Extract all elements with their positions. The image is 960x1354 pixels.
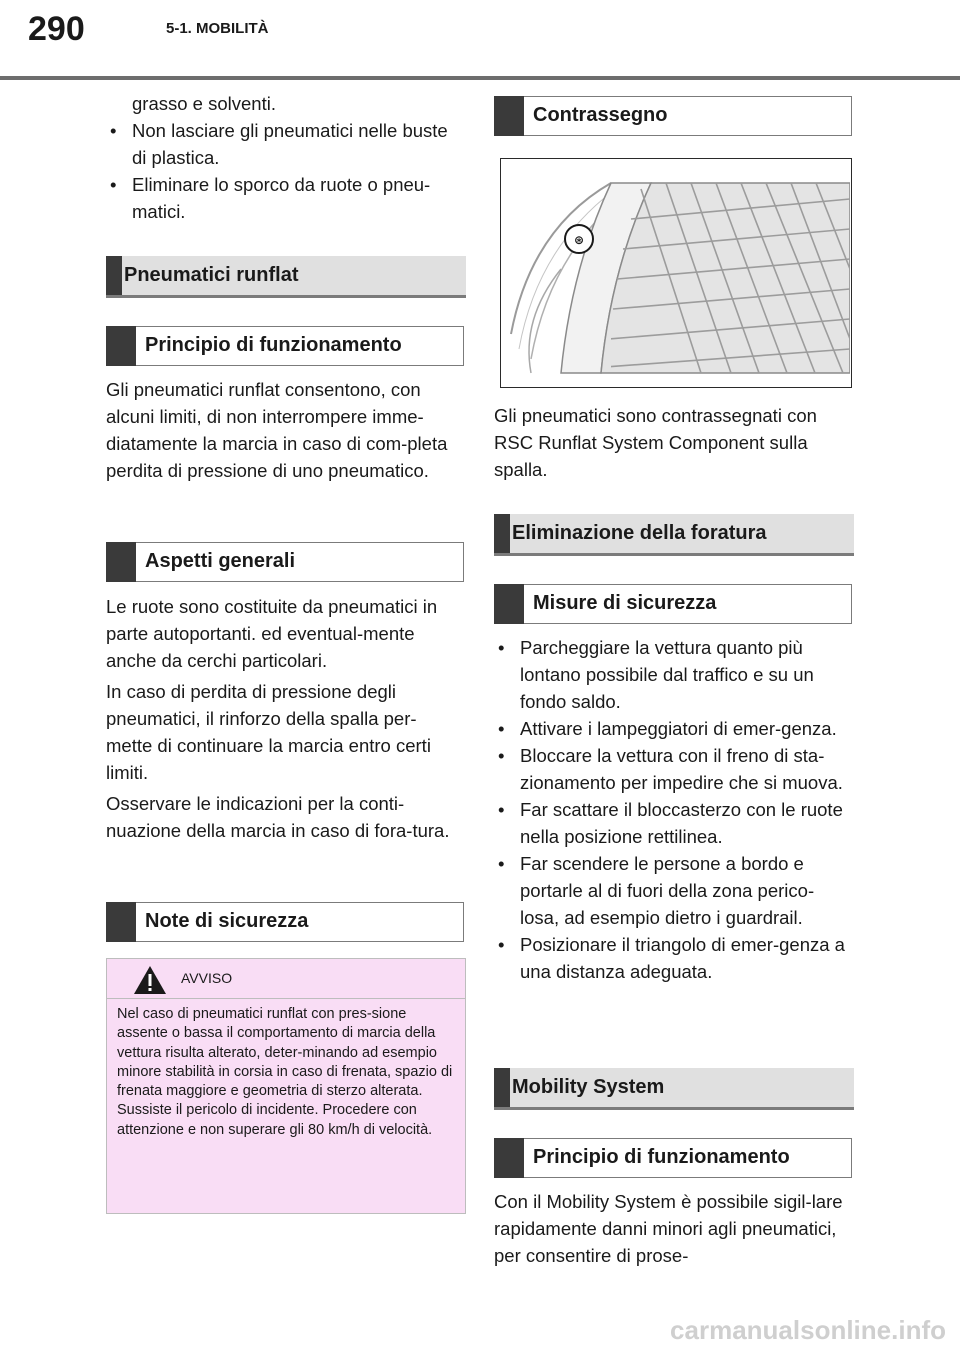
section-title: Mobility System — [512, 1076, 665, 1098]
warning-header — [107, 959, 465, 999]
subsection-principio-mobility — [494, 1138, 852, 1178]
section-tab — [106, 256, 122, 295]
section-title: Eliminazione della foratura — [512, 522, 767, 544]
paragraph-aspetti-3: Osservare le indicazioni per la conti-nuazione della marcia in caso di fora-tura. — [106, 793, 450, 841]
section-foratura — [494, 514, 854, 556]
paragraph-aspetti-2: In caso di perdita di pressione degli pneumatici, il rinforzo della spalla per-mette di continuare la marcia entro certi limiti. — [106, 681, 431, 783]
section-runflat — [106, 256, 466, 298]
subsection-tab — [494, 584, 524, 624]
page-number: 290 — [28, 10, 85, 48]
intro-continuation: grasso e solventi. — [132, 93, 276, 114]
tire-sidewall-figure — [500, 158, 852, 388]
warning-triangle-icon — [133, 965, 167, 995]
list-item: • Posizionare il triangolo di emer-genza a una distanza adeguata. — [494, 931, 852, 985]
svg-text:⊛: ⊛ — [573, 233, 585, 247]
list-item: • Attivare i lampeggiatori di emer-genza. — [494, 715, 852, 742]
intro-bullet-list — [106, 117, 466, 225]
list-item: • Far scendere le persone a bordo e portarle al di fuori della zona perico-losa, ad esempio dietro i guardrail. — [494, 850, 852, 931]
subsection-misure — [494, 584, 852, 624]
list-item: • Bloccare la vettura con il freno di sta-zionamento per impedire che si muova. — [494, 742, 852, 796]
paragraph-principio: Gli pneumatici runflat consentono, con alcuni limiti, di non interrompere imme-diatamente la marcia in caso di com-pleta perdita di pressione di uno pneumatico. — [106, 379, 448, 481]
list-item: • Non lasciare gli pneumatici nelle buste di plastica. — [106, 117, 466, 171]
subsection-principio — [106, 326, 464, 366]
list-item: • Parcheggiare la vettura quanto più lontano possibile dal traffico e su un fondo saldo. — [494, 634, 852, 715]
list-item: • Far scattare il bloccasterzo con le ruote nella posizione rettilinea. — [494, 796, 852, 850]
subsection-tab — [494, 1138, 524, 1178]
subsection-tab — [106, 326, 136, 366]
warning-label: AVVISO — [181, 970, 233, 986]
header-divider — [0, 76, 960, 80]
subsection-title: Contrassegno — [533, 104, 668, 126]
subsection-tab — [106, 542, 136, 582]
paragraph-contrassegno: Gli pneumatici sono contrassegnati con RSC Runflat System Component sulla spalla. — [494, 405, 817, 480]
warning-text: Nel caso di pneumatici runflat con pres-sione assente o bassa il comportamento di marcia della vettura risulta alterato, deter-minando ad esempio minore stabilità in corsia in caso di frenata, spazio di frenata maggiore e geometria di sterzo alterata. Sussiste il pericolo di incidente. Procedere con attenzione e non superare gli 80 km/h di velocità. — [117, 1006, 453, 1138]
subsection-title: Aspetti generali — [145, 550, 296, 572]
chapter-title: 5-1. MOBILITÀ — [166, 20, 269, 37]
subsection-contrassegno — [494, 96, 852, 136]
subsection-title: Principio di funzionamento — [533, 1146, 790, 1168]
section-tab — [494, 514, 510, 553]
page-header — [0, 0, 960, 80]
subsection-tab — [494, 96, 524, 136]
watermark: carmanualsonline.info — [670, 1315, 946, 1345]
misure-bullet-list — [494, 634, 852, 985]
section-tab — [494, 1068, 510, 1107]
subsection-note-sicurezza — [106, 902, 464, 942]
subsection-aspetti — [106, 542, 464, 582]
subsection-title: Note di sicurezza — [145, 910, 309, 932]
tire-sidewall-rsc-icon — [501, 159, 850, 386]
list-item: • Eliminare lo sporco da ruote o pneu-matici. — [106, 171, 466, 225]
section-title: Pneumatici runflat — [124, 264, 299, 286]
subsection-tab — [106, 902, 136, 942]
warning-box — [106, 958, 466, 1214]
section-mobility — [494, 1068, 854, 1110]
subsection-title: Misure di sicurezza — [533, 592, 717, 614]
subsection-title: Principio di funzionamento — [145, 334, 402, 356]
paragraph-aspetti-1: Le ruote sono costituite da pneumatici in parte autoportanti. ed eventual-mente anche da cerchi particolari. — [106, 596, 438, 671]
paragraph-mobility: Con il Mobility System è possibile sigil-lare rapidamente danni minori agli pneumatici, per consentire di prose- — [494, 1191, 843, 1266]
